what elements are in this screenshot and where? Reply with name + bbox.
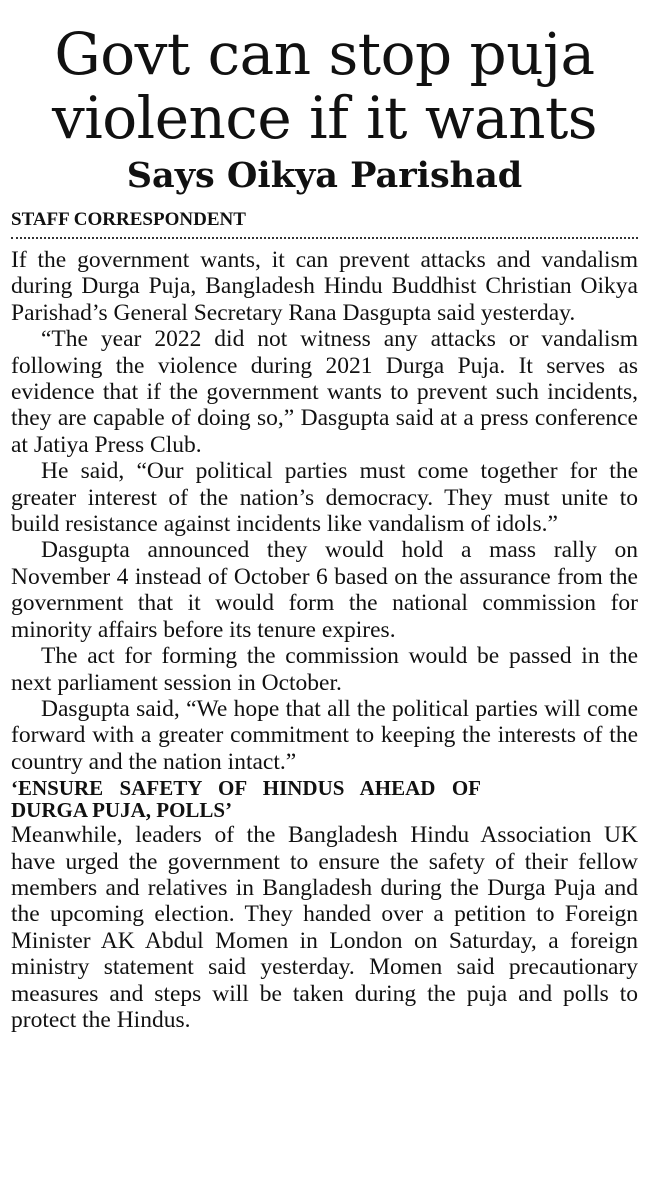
byline: STAFF CORRESPONDENT — [11, 209, 638, 239]
paragraph-1: If the government wants, it can prevent attacks and vandalism during Durga Puja, Bangladesh Hindu Buddhist Christian Oikya Parishad’s General Secretary Rana Dasgupta said yesterday. — [11, 247, 638, 326]
article-body — [11, 247, 638, 1033]
paragraph-3: He said, “Our political parties must come together for the greater interest of the nation’s democracy. They must unite to build resistance against incidents like vandalism of idols.” — [11, 458, 638, 538]
paragraph-2: “The year 2022 did not witness any attacks or vandalism following the violence during 2021 Durga Puja. It serves as evidence that if the government wants to prevent such incidents, they are capable of doing so,” Dasgupta said at a press conference at Jatiya Press Club. — [11, 326, 638, 458]
newspaper-clipping — [0, 22, 649, 1202]
section-heading: ‘ENSURE SAFETY OF HINDUS AHEAD OF DURGA PUJA, POLLS’ — [11, 776, 481, 823]
headline: Govt can stop puja violence if it wants — [51, 20, 598, 152]
paragraph-6: Dasgupta said, “We hope that all the political parties will come forward with a greater commitment to keeping the interests of the country and the nation intact.” — [11, 695, 638, 775]
subheadline: Says Oikya Parishad — [126, 155, 523, 196]
paragraph-4: Dasgupta announced they would hold a mass rally on November 4 instead of October 6 based on the assurance from the government that it would form the national commission for minority affairs before its tenure expires. — [11, 537, 638, 643]
section-paragraph: Meanwhile, leaders of the Bangladesh Hindu Association UK have urged the government to ensure the safety of their fellow members and relatives in Bangladesh during the Durga Puja and the upcoming election. They handed over a petition to Foreign Minister AK Abdul Momen in London on Saturday, a foreign ministry statement said yesterday. Momen said precautionary measures and steps will be taken during the puja and polls to protect the Hindus. — [11, 822, 638, 1033]
paragraph-5: The act for forming the commission would be passed in the next parliament session in October. — [11, 643, 638, 696]
